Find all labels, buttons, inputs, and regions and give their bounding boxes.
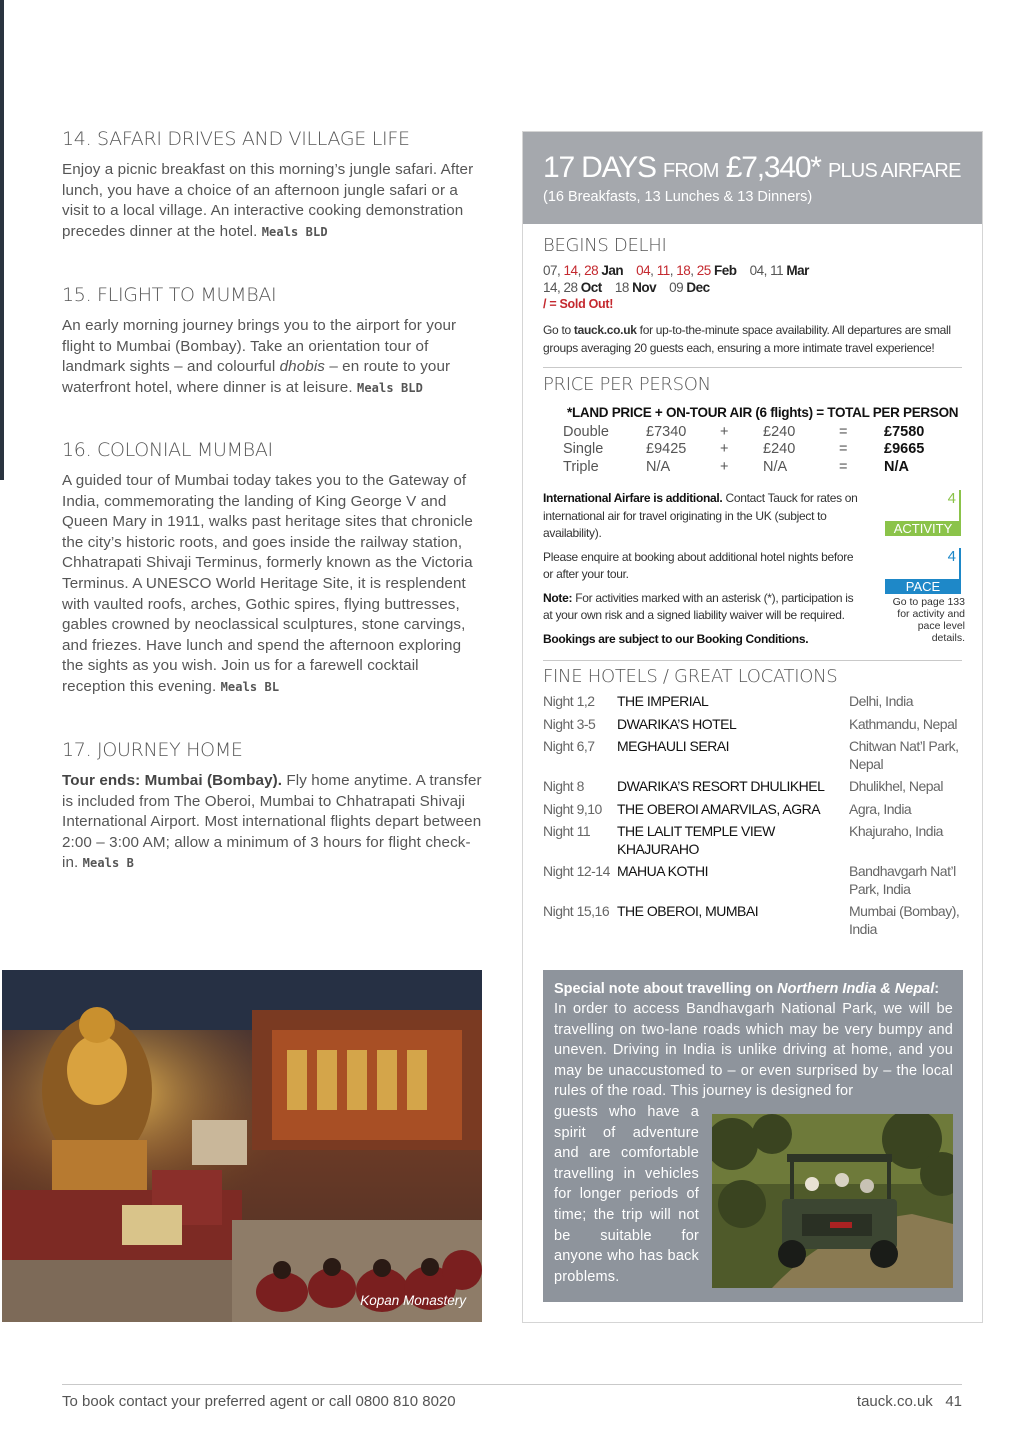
- price-row: [563, 441, 924, 458]
- price-title: PRICE PER PERSON: [543, 374, 711, 395]
- day-14: [62, 128, 482, 242]
- hotel-night: Night 12-14: [543, 863, 610, 879]
- footer-website[interactable]: tauck.co.uk: [856, 1393, 933, 1410]
- price-plus: +: [720, 441, 729, 458]
- month-label: Feb: [710, 263, 737, 278]
- hotels-table: [543, 693, 968, 943]
- hotel-night: Night 3-5: [543, 715, 596, 732]
- sold-out-date: 04: [636, 263, 651, 278]
- hotel-night: Night 9,10: [543, 800, 602, 817]
- hotels-title: FINE HOTELS / GREAT LOCATIONS: [543, 666, 838, 687]
- meals-label: Meals BL: [220, 679, 280, 694]
- hotel-night: Night 8: [543, 778, 584, 794]
- day-body: A guided tour of Mumbai today takes you to the Gateway of India, commemorating the landing of King George V and Queen Mary in 1911, walks past heritage sites that chronicle the city’s historic roots, and goes inside the railway station, Chhatrapati Shivaji Terminus, formerly known as the Victoria Terminus. A UNESCO World Heritage Site, it is resplendent with vaulted roofs, arches, Gothic spires, flying buttresses, gables crowned by neoclassical sculptures, stone carvings, and friezes. Have lunch and spend the afternoon exploring the sights as you wish. Join us for a farewell cocktail reception this evening. Meals BL: [62, 472, 473, 695]
- divider: [543, 660, 962, 661]
- date-text: 18: [601, 280, 633, 295]
- day-title: 16. COLONIAL MUMBAI: [62, 439, 273, 461]
- activity-number: 4: [947, 490, 956, 507]
- meals-label: Meals B: [82, 856, 134, 871]
- dates-list: [543, 262, 963, 313]
- hotel-hotel: DWARIKA’S HOTEL: [617, 715, 737, 732]
- dates-row: [543, 262, 963, 279]
- booking-contact: To book contact your preferred agent or call 0800 810 8020: [62, 1393, 456, 1410]
- hotel-night: Night 6,7: [543, 738, 595, 754]
- hotel-hotel: DWARIKA’S RESORT DHULIKHEL: [617, 778, 825, 794]
- price-eq: =: [839, 441, 848, 458]
- hotel-night: Night 11: [543, 823, 591, 839]
- footer-divider: [62, 1384, 962, 1385]
- monastery-photo: [2, 970, 482, 1322]
- pace-number: 4: [947, 548, 956, 565]
- date-text: 04, 11: [736, 263, 787, 278]
- hotel-row: [543, 693, 968, 716]
- safari-jeep-photo: [712, 1114, 953, 1288]
- sold-out-date: 25: [696, 263, 711, 278]
- day-body: An early morning journey brings you to the airport for your flight to Mumbai (Bombay). Take an orientation tour of landmark sights – and colourful dhobis – en route to your waterfront hotel, where dinner is at leisure. Meals BLD: [62, 317, 457, 396]
- hotel-row: [543, 738, 968, 778]
- hotel-row: [543, 903, 968, 943]
- price-table: [563, 424, 924, 476]
- hotel-row: [543, 716, 968, 739]
- sold-out-date: 14: [563, 263, 578, 278]
- price-type: Single: [563, 441, 604, 458]
- safari-jeep-illustration: [712, 1114, 953, 1288]
- hotel-loc: Kathmandu, Nepal: [849, 715, 957, 732]
- price-row: [563, 424, 924, 441]
- price-air: £240: [763, 441, 796, 458]
- meals-included: (16 Breakfasts, 13 Lunches & 13 Dinners): [543, 189, 813, 205]
- hotel-row: [543, 863, 968, 903]
- date-text: ,: [690, 263, 697, 278]
- hotel-hotel: THE OBEROI, MUMBAI: [617, 903, 759, 919]
- monastery-illustration: [2, 970, 482, 1322]
- sold-out-date: 18: [676, 263, 691, 278]
- hotel-loc: Dhulikhel, Nepal: [849, 778, 943, 794]
- day-title: 14. SAFARI DRIVES AND VILLAGE LIFE: [62, 128, 410, 150]
- hotel-row: [543, 801, 968, 824]
- price-eq: =: [839, 424, 848, 440]
- month-label: Oct: [580, 280, 602, 295]
- level-indicators: [885, 490, 965, 644]
- hotel-night: Night 1,2: [543, 693, 595, 709]
- price-section: [543, 374, 963, 476]
- hotel-loc: Khajuraho, India: [849, 823, 943, 839]
- date-text: 09: [656, 280, 687, 295]
- page-number: 41: [945, 1393, 962, 1410]
- date-text: 14, 28: [543, 280, 581, 295]
- price-formula: *LAND PRICE + ON-TOUR AIR (6 flights) = TOTAL PER PERSON: [567, 405, 959, 420]
- month-label: Dec: [686, 280, 710, 295]
- hotel-hotel: MAHUA KOTHI: [617, 863, 708, 879]
- hotel-night: Night 15,16: [543, 903, 610, 919]
- price-eq: =: [839, 458, 848, 475]
- price-type: Triple: [563, 458, 599, 475]
- headline-price: 17 DAYS FROM £7,340* PLUS AIRFARE: [543, 151, 961, 184]
- price-total: £9665: [884, 441, 925, 458]
- special-note-box: [543, 970, 963, 1302]
- day-15: [62, 284, 482, 398]
- meals-label: Meals BLD: [261, 224, 328, 239]
- tour-info-panel: [522, 131, 983, 1323]
- dates-row: [543, 279, 963, 296]
- date-text: ,: [650, 263, 657, 278]
- level-note: Go to page 133 for activity and pace level details.: [892, 596, 965, 644]
- pace-level: [885, 548, 965, 594]
- hotel-loc: Mumbai (Bombay), India: [849, 903, 960, 937]
- hotel-row: [543, 778, 968, 801]
- sold-out-date: 11: [656, 263, 670, 278]
- website-link[interactable]: tauck.co.uk: [573, 323, 637, 337]
- hotel-hotel: THE LALIT TEMPLE VIEW KHAJURAHO: [617, 823, 775, 857]
- hotel-row: [543, 823, 968, 863]
- page-edge-strip: [0, 0, 4, 480]
- special-note-body: In order to access Bandhavgarh National Park, we will be travelling on two-lane roads which may be very bumpy and uneven. Driving in India is unlike driving at home, and you may be unaccustomed to – or even surprised by – the local rules of the road. This journey is designed for: [554, 1001, 953, 1100]
- price-plus: +: [720, 458, 729, 475]
- month-label: Nov: [632, 280, 657, 295]
- hotel-loc: Chitwan Nat’l Park, Nepal: [849, 738, 959, 772]
- price-land: £9425: [646, 441, 687, 458]
- hotel-loc: Delhi, India: [849, 693, 914, 709]
- departure-dates: [543, 235, 963, 313]
- special-note-heading: Special note about travelling on Northern India & Nepal:: [554, 981, 940, 997]
- price-header: [523, 132, 982, 224]
- month-label: Jan: [598, 263, 624, 278]
- price-land: £7340: [646, 424, 687, 440]
- sold-out-legend: / = Sold Out!: [543, 297, 614, 311]
- hotel-hotel: THE IMPERIAL: [617, 693, 709, 709]
- special-note-continued: guests who have a spirit of adventure and are comfortable travelling in vehicles for longer periods of time; the trip will not be suitable for anyone who has back problems.: [554, 1103, 699, 1285]
- booking-info: International Airfare is additional. Contact Tauck for rates on international air for travel originating in the UK (subject to availability). Please enquire at booking about additional hotel nights before or after your tour. Note: For activities marked with an asterisk (*), participation is at your own risk and a signed liability waiver will be required. Bookings are subject to our Booking Conditions.: [543, 491, 858, 646]
- availability-note: Go to tauck.co.uk for up-to-the-minute space availability. All departures are small groups averaging 20 guests each, ensuring a more intimate travel experience!: [543, 323, 951, 355]
- begins-title: BEGINS DELHI: [543, 235, 667, 256]
- meals-label: Meals BLD: [357, 380, 423, 395]
- date-text: ,: [669, 263, 677, 278]
- day-title: 17. JOURNEY HOME: [62, 739, 243, 761]
- activity-level: [885, 490, 965, 536]
- divider: [543, 367, 962, 368]
- hotel-hotel: THE OBEROI AMARVILAS, AGRA: [617, 800, 821, 817]
- hotels-section: [543, 666, 968, 943]
- hotel-hotel: MEGHAULI SERAI: [617, 738, 730, 754]
- price-row: [563, 459, 924, 476]
- price-total: N/A: [884, 458, 909, 475]
- price-air: £240: [763, 424, 796, 440]
- pace-label: PACE: [885, 579, 961, 594]
- date-text: ,: [577, 263, 585, 278]
- footer-right: [857, 1393, 962, 1410]
- date-text: 07,: [543, 263, 564, 278]
- price-land: N/A: [646, 458, 671, 475]
- activity-label: ACTIVITY: [885, 521, 961, 536]
- day-body: Tour ends: Mumbai (Bombay). Fly home anytime. A transfer is included from The Oberoi, Mumbai to Chhatrapati Shivaji International Airport. Most international flights depart between 2:00 – 3:00 AM; allow a minimum of 3 hours for flight check-in. Meals B: [62, 772, 482, 872]
- hotel-loc: Agra, India: [849, 800, 912, 817]
- day-body: Enjoy a picnic breakfast on this morning’s jungle safari. After lunch, you have a choice of an afternoon jungle safari or a visit to a local village. An interactive cooking demonstration precedes dinner at the hotel. Meals BLD: [62, 161, 474, 240]
- day-17: [62, 739, 482, 874]
- month-label: Mar: [786, 263, 809, 278]
- date-text: [623, 263, 636, 278]
- sold-out-date: 28: [584, 263, 599, 278]
- photo-caption: Kopan Monastery: [360, 1293, 466, 1308]
- price-total: £7580: [884, 424, 925, 440]
- price-plus: +: [720, 424, 729, 440]
- day-16: [62, 439, 482, 698]
- hotel-loc: Bandhavgarh Nat’l Park, India: [849, 863, 956, 897]
- day-title: 15. FLIGHT TO MUMBAI: [62, 284, 277, 306]
- price-air: N/A: [763, 458, 788, 475]
- price-type: Double: [563, 424, 609, 440]
